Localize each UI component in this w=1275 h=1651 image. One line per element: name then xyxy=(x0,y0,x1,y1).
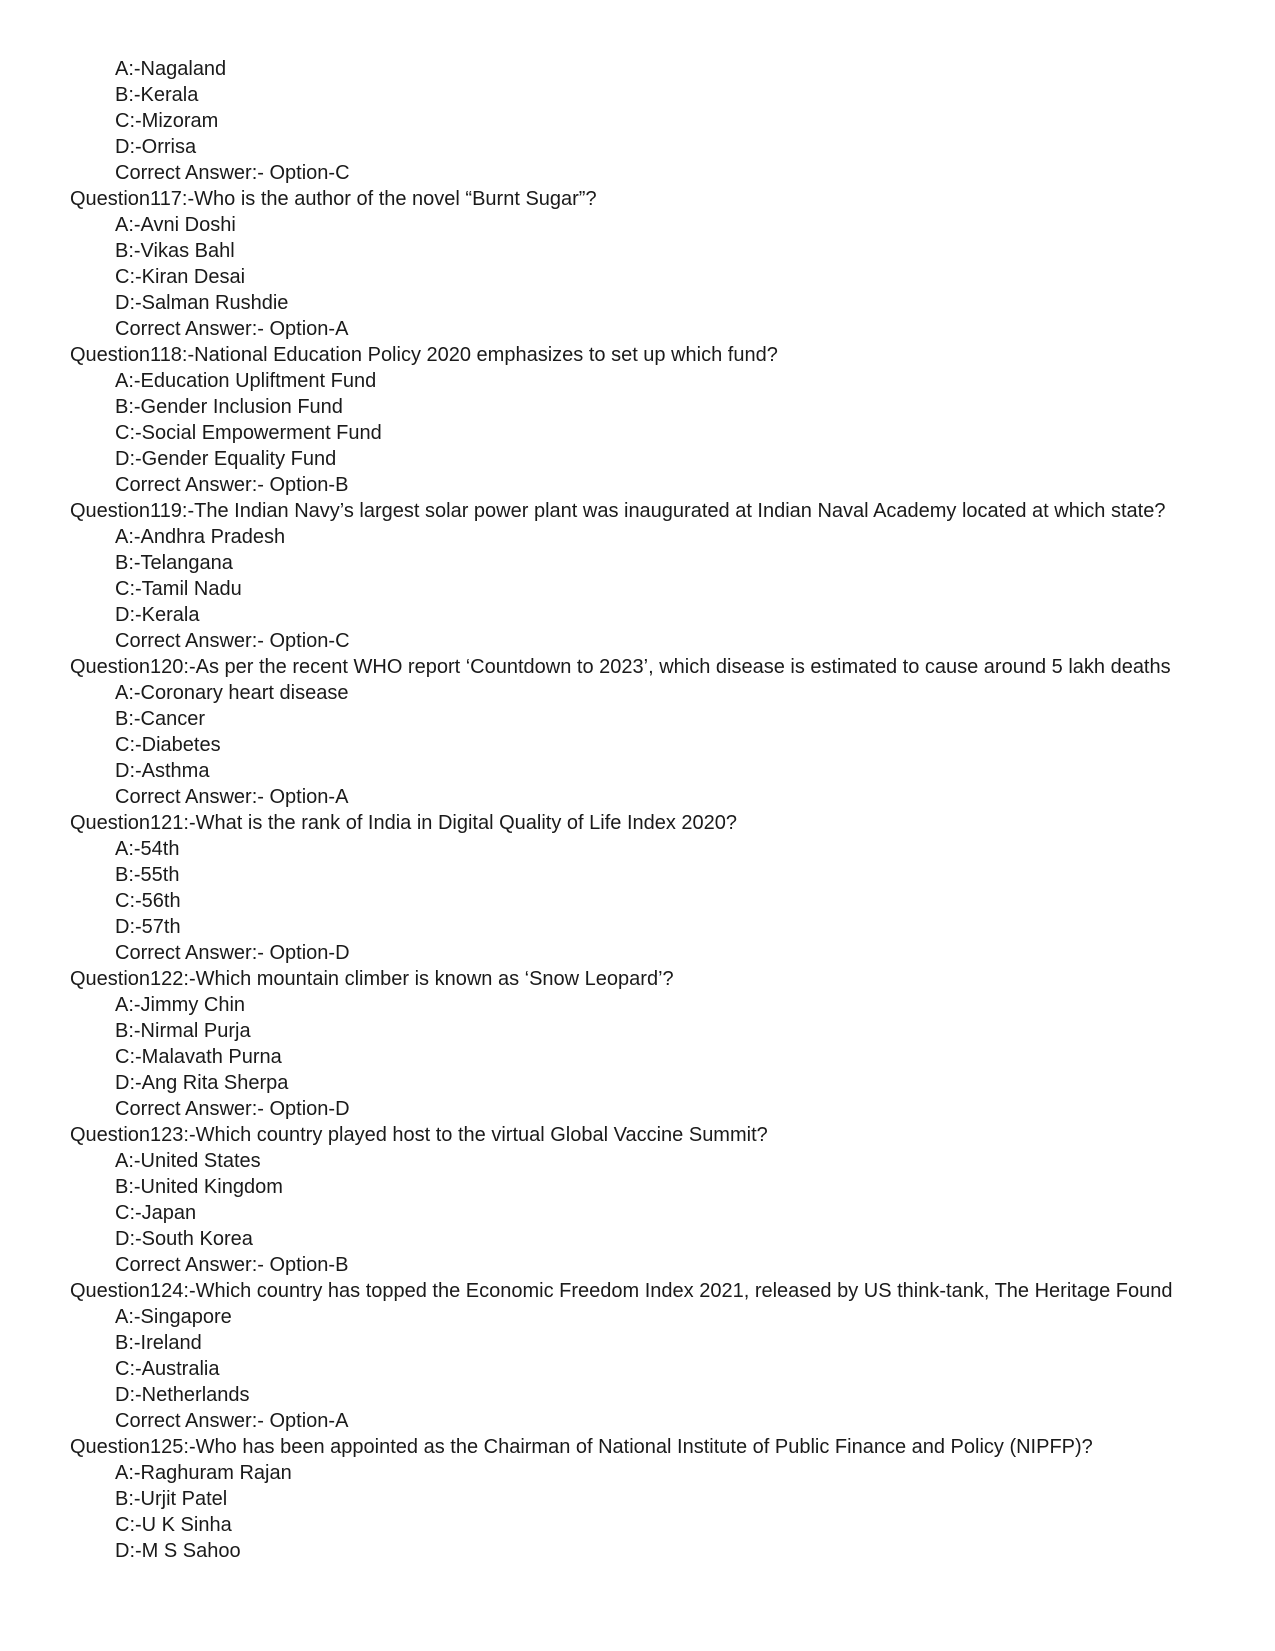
option-text: D:-Asthma xyxy=(115,760,210,782)
correct-answer-text: Correct Answer:- Option-A xyxy=(115,318,349,340)
correct-answer-text: Correct Answer:- Option-A xyxy=(115,786,349,808)
option-text: A:-Raghuram Rajan xyxy=(115,1462,292,1484)
correct-answer-text: Correct Answer:- Option-D xyxy=(115,1098,350,1120)
option-text: C:-Malavath Purna xyxy=(115,1046,282,1068)
question-text: Question125:-Who has been appointed as the Chairman of National Institute of Public Finance and Policy (NIPFP)? xyxy=(70,1436,1093,1458)
option-text: B:-Nirmal Purja xyxy=(115,1020,251,1042)
option-text: A:-Singapore xyxy=(115,1306,232,1328)
option-text: D:-Kerala xyxy=(115,604,200,626)
document-page xyxy=(0,56,1275,1564)
option-text: B:-Gender Inclusion Fund xyxy=(115,396,343,418)
option-text: B:-Kerala xyxy=(115,84,199,106)
option-text: A:-Education Upliftment Fund xyxy=(115,370,377,392)
option-text: D:-South Korea xyxy=(115,1228,253,1250)
option-text: B:-Cancer xyxy=(115,708,206,730)
option-text: A:-Jimmy Chin xyxy=(115,994,246,1016)
correct-answer-text: Correct Answer:- Option-C xyxy=(115,630,350,652)
correct-answer-text: Correct Answer:- Option-B xyxy=(115,474,349,496)
correct-answer-text: Correct Answer:- Option-C xyxy=(115,162,350,184)
correct-answer-text: Correct Answer:- Option-B xyxy=(115,1254,349,1276)
question-text: Question123:-Which country played host to the virtual Global Vaccine Summit? xyxy=(70,1124,768,1146)
option-text: C:-Tamil Nadu xyxy=(115,578,242,600)
question-text: Question122:-Which mountain climber is known as ‘Snow Leopard’? xyxy=(70,968,674,990)
option-text: C:-Mizoram xyxy=(115,110,219,132)
option-text: C:-Diabetes xyxy=(115,734,221,756)
option-text: D:-Gender Equality Fund xyxy=(115,448,337,470)
option-text: B:-United Kingdom xyxy=(115,1176,283,1198)
option-text: A:-Andhra Pradesh xyxy=(115,526,286,548)
option-text: D:-Ang Rita Sherpa xyxy=(115,1072,289,1094)
question-text: Question124:-Which country has topped the Economic Freedom Index 2021, released by US think-tank, The Heritage Found xyxy=(70,1280,1173,1302)
option-text: B:-55th xyxy=(115,864,180,886)
question-text: Question120:-As per the recent WHO report ‘Countdown to 2023’, which disease is estimated to cause around 5 lakh deaths xyxy=(70,656,1171,678)
option-text: B:-Ireland xyxy=(115,1332,202,1354)
option-text: A:-Nagaland xyxy=(115,58,227,80)
option-text: B:-Telangana xyxy=(115,552,233,574)
option-text: D:-Netherlands xyxy=(115,1384,250,1406)
option-text: C:-Kiran Desai xyxy=(115,266,246,288)
option-text: C:-56th xyxy=(115,890,181,912)
option-text: B:-Vikas Bahl xyxy=(115,240,235,262)
option-text: A:-United States xyxy=(115,1150,261,1172)
option-text: C:-U K Sinha xyxy=(115,1514,232,1536)
correct-answer-text: Correct Answer:- Option-D xyxy=(115,942,350,964)
option-text: D:-Salman Rushdie xyxy=(115,292,289,314)
option-text: C:-Australia xyxy=(115,1358,220,1380)
correct-answer-text: Correct Answer:- Option-A xyxy=(115,1410,349,1432)
option-text: D:-57th xyxy=(115,916,181,938)
option-text: A:-Avni Doshi xyxy=(115,214,236,236)
option-text: D:-M S Sahoo xyxy=(115,1540,241,1562)
question-text: Question117:-Who is the author of the novel “Burnt Sugar”? xyxy=(70,188,597,210)
option-text: C:-Japan xyxy=(115,1202,197,1224)
option-text: D:-Orrisa xyxy=(115,136,197,158)
option-text: C:-Social Empowerment Fund xyxy=(115,422,382,444)
question-text: Question119:-The Indian Navy’s largest solar power plant was inaugurated at Indian Naval Academy located at which state? xyxy=(70,500,1166,522)
question-text: Question118:-National Education Policy 2020 emphasizes to set up which fund? xyxy=(70,344,778,366)
question-text: Question121:-What is the rank of India in Digital Quality of Life Index 2020? xyxy=(70,812,738,834)
option-text: A:-Coronary heart disease xyxy=(115,682,349,704)
option-text: A:-54th xyxy=(115,838,180,860)
option-text: B:-Urjit Patel xyxy=(115,1488,228,1510)
